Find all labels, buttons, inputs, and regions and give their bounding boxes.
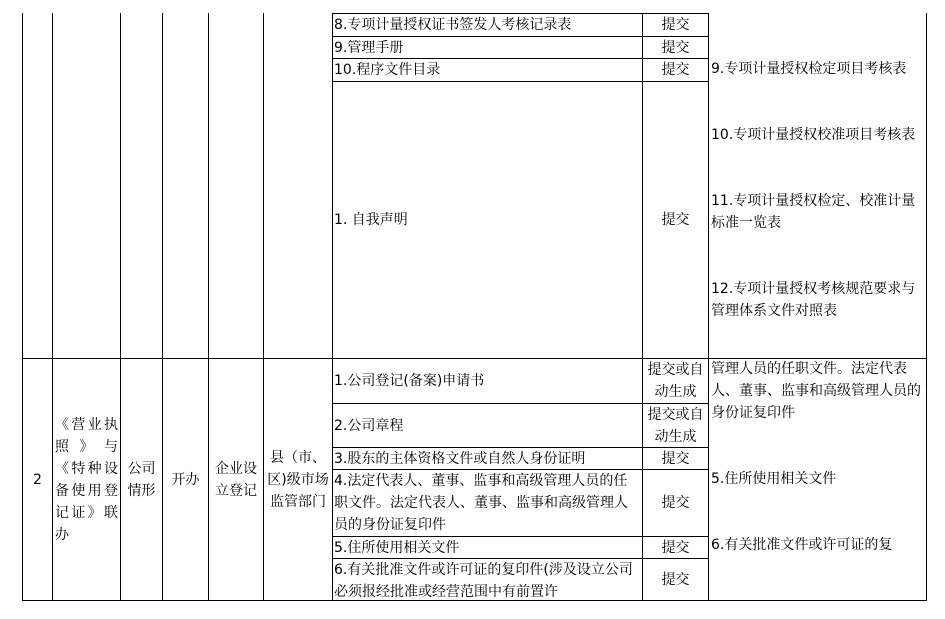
list-item: 10.专项计量授权校准项目考核表 xyxy=(711,127,916,143)
grid-line xyxy=(708,13,709,601)
list-item: 6.有关批准文件或许可证的复 xyxy=(711,537,893,553)
grid-line xyxy=(332,13,333,601)
grid-line xyxy=(22,600,927,601)
material-cell: 2.公司章程 xyxy=(334,417,404,434)
method-cell: 提交 xyxy=(661,495,690,511)
method-cell: 提交 xyxy=(661,62,690,78)
result-list xyxy=(711,359,925,600)
matter-cell: 企业设立登记 xyxy=(215,460,257,499)
method-cell: 提交或自动生成 xyxy=(647,362,704,400)
list-item: 5.住所使用相关文件 xyxy=(711,471,837,487)
material-cell: 6.有关批准文件或许可证的复印件(涉及设立公司必须报经批准或经营范围中有前置许 xyxy=(334,562,633,600)
result-list xyxy=(711,14,925,358)
list-item: 管理人员的任职文件。法定代表人、董事、监事和高级管理人员的身份证复印件 xyxy=(711,361,921,421)
method-cell: 提交 xyxy=(661,39,690,56)
material-cell: 4.法定代表人、董事、监事和高级管理人员的任职文件。法定代表人、董事、监事和高级管理人员的身份证复印件 xyxy=(334,473,628,533)
material-cell: 10.程序文件目录 xyxy=(334,62,441,78)
material-cell: 3.股东的主体资格文件或自然人身份证明 xyxy=(334,450,586,467)
department-cell: 县（市、区)级市场监管部门 xyxy=(267,449,329,510)
material-cell: 5.住所使用相关文件 xyxy=(334,539,460,556)
category-cell: 公司情形 xyxy=(127,460,156,499)
row-number: 2 xyxy=(33,471,42,488)
material-cell: 8.专项计量授权证书签发人考核记录表 xyxy=(334,17,572,33)
method-cell: 提交 xyxy=(661,450,690,467)
method-cell: 提交 xyxy=(661,17,690,33)
material-cell: 9.管理手册 xyxy=(334,39,404,56)
result-list-inner xyxy=(711,359,925,600)
method-cell: 提交 xyxy=(661,539,690,556)
method-cell: 提交或自动生成 xyxy=(647,406,704,445)
type-cell: 开办 xyxy=(171,471,200,488)
material-cell: 1. 自我声明 xyxy=(334,212,408,228)
list-item: 12.专项计量授权考核规范要求与管理体系文件对照表 xyxy=(711,281,916,319)
method-cell: 提交 xyxy=(661,571,690,588)
item-name: 《营业执照》与《特种设备使用登记证》联办 xyxy=(55,416,118,543)
list-item: 9.专项计量授权检定项目考核表 xyxy=(711,61,907,77)
item-name-cell xyxy=(53,359,120,600)
material-cell: 1.公司登记(备案)申请书 xyxy=(334,373,485,389)
grid-line xyxy=(926,13,927,601)
list-item: 11.专项计量授权检定、校准计量标准一览表 xyxy=(711,193,916,231)
method-cell: 提交 xyxy=(661,212,690,228)
